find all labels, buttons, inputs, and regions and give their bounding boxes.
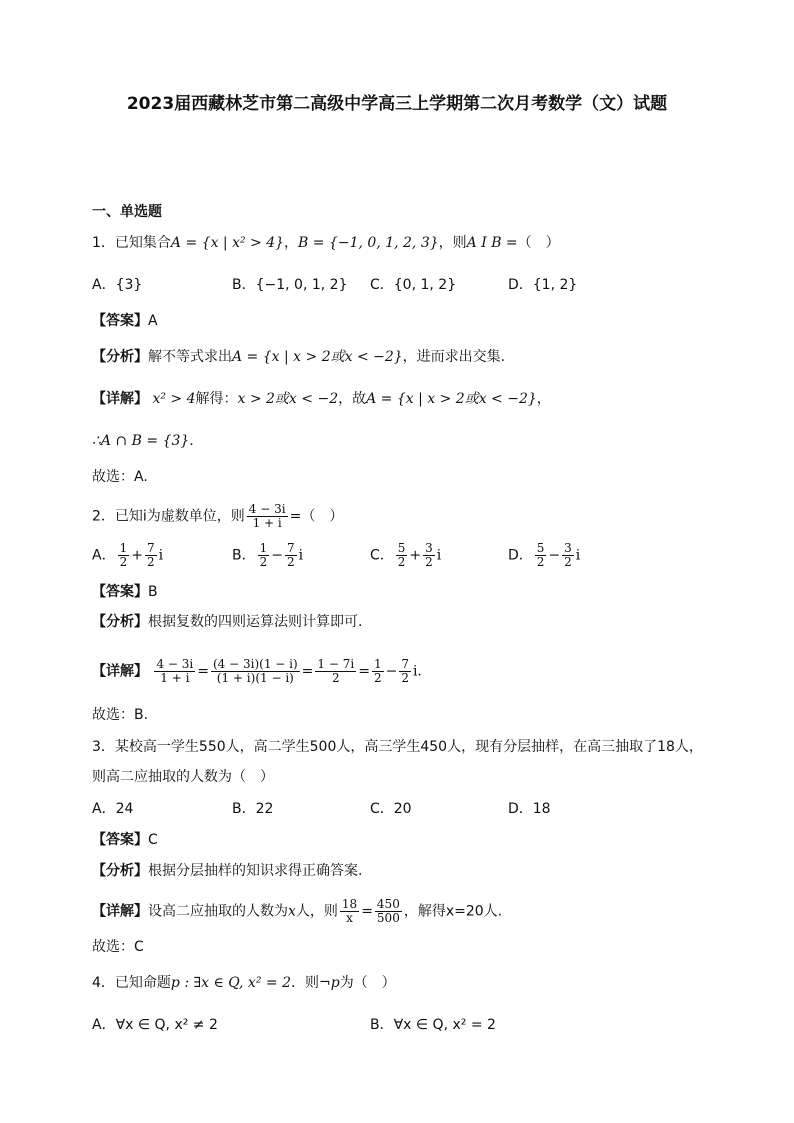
- q1-expr: A I B =: [466, 235, 518, 251]
- q2-option-c[interactable]: [370, 542, 441, 569]
- q3-option-c[interactable]: C．20: [370, 801, 412, 817]
- q3-detail-mid: 人，则: [295, 903, 338, 920]
- q1-analysis-pre: 解不等式求出: [148, 349, 232, 365]
- q2-choose: 故选：B.: [92, 707, 149, 723]
- analysis-tag: 【分析】: [92, 614, 148, 630]
- section-heading: 一、单选题: [92, 204, 162, 220]
- imag-unit: i: [158, 547, 164, 564]
- op: +: [409, 547, 422, 564]
- q1-option-a[interactable]: A．{3}: [92, 277, 143, 293]
- frac-den: 2: [373, 671, 382, 685]
- q1-set-b: B = {−1, 0, 1, 2, 3}: [298, 235, 439, 251]
- q2-stem-text: 2．已知i为虚数单位，则: [92, 508, 245, 525]
- frac: [562, 542, 574, 569]
- q1-sep: ，: [284, 235, 299, 251]
- q4-stem: [92, 973, 396, 993]
- frac: [423, 542, 435, 569]
- frac-num: 3: [425, 541, 433, 555]
- frac: [285, 542, 297, 569]
- q1-analysis: [92, 347, 505, 367]
- frac-den: 2: [119, 555, 128, 569]
- frac-den: 2: [564, 555, 572, 569]
- analysis-tag: 【分析】: [92, 349, 148, 365]
- frac-den: 1 + i: [160, 671, 190, 685]
- frac: [396, 542, 408, 569]
- frac-num: 7: [401, 657, 409, 671]
- q1-detail-3: x > 2或x < −2: [237, 391, 339, 407]
- q3-detail: 【详解】设高二应抽取的人数为x人，则 $\frac{18}{x}$ = $\frac{450}{500}$ ，解得x=20人.: [92, 897, 503, 925]
- detail-tag: 【详解】: [92, 663, 148, 680]
- frac-num: 1: [259, 541, 268, 555]
- option-label: C．: [370, 547, 394, 564]
- q2-stem-fraction: [247, 503, 288, 530]
- frac-den: 2: [259, 555, 268, 569]
- q4-stem-mid: ．则: [290, 975, 319, 991]
- q3-detail-x: x: [288, 903, 296, 920]
- frac-num: 1: [119, 541, 128, 555]
- frac-num: (4 − 3i)(1 − i): [212, 657, 298, 671]
- q3-answer-value: C: [148, 832, 158, 848]
- answer-tag: 【答案】: [92, 584, 148, 600]
- frac-num: 3: [564, 541, 572, 555]
- q3-analysis: [92, 861, 362, 881]
- imag-unit: i.: [412, 663, 422, 680]
- frac-num: 18: [341, 897, 358, 911]
- option-label: A．: [92, 547, 116, 564]
- frac: [399, 658, 411, 685]
- q1-stem-post: （ ）: [517, 235, 560, 251]
- op: +: [131, 547, 143, 564]
- q1-option-d[interactable]: D．{1, 2}: [508, 277, 578, 293]
- q4-stem-neg: ¬p: [318, 975, 340, 991]
- q3-stem-line1: 3．某校高一学生550人，高二学生500人，高三学生450人，现有分层抽样，在高三抽取了18人，: [92, 739, 703, 755]
- q3-option-d[interactable]: D．18: [508, 801, 551, 817]
- q2-answer: [92, 582, 158, 602]
- frac-num: 5: [536, 541, 545, 555]
- frac: [211, 658, 300, 685]
- analysis-tag: 【分析】: [92, 863, 148, 879]
- q1-stem: [92, 233, 560, 253]
- q3-option-b[interactable]: B．22: [232, 801, 274, 817]
- q1-answer-value: A: [148, 313, 158, 329]
- q1-answer: [92, 311, 158, 331]
- q3-detail-post: ，解得x=20人.: [403, 903, 503, 920]
- q3-answer: [92, 830, 158, 850]
- q2-option-b[interactable]: [232, 542, 303, 569]
- q4-stem-text: 4．已知命题: [92, 975, 171, 991]
- frac-den: 2: [146, 555, 155, 569]
- imag-unit: i: [575, 547, 581, 564]
- frac-den: 2: [401, 671, 409, 685]
- q1-choose: 故选：A.: [92, 469, 148, 485]
- q3-stem-line2: 则高二应抽取的人数为（ ）: [92, 769, 274, 785]
- frac-den: 2: [286, 555, 295, 569]
- frac: [315, 658, 356, 685]
- q1-detail-6: ，: [536, 391, 551, 407]
- frac-num: 7: [286, 541, 295, 555]
- detail-tag: 【详解】: [92, 391, 148, 407]
- q2-analysis: [92, 612, 362, 632]
- frac: [375, 898, 402, 925]
- q1-option-c[interactable]: C．{0, 1, 2}: [370, 277, 457, 293]
- q4-stem-math: p : ∃x ∈ Q, x² = 2: [170, 975, 291, 991]
- q1-detail-5: A = {x | x > 2或x < −2}: [366, 391, 537, 407]
- frac-den: x: [346, 911, 353, 925]
- q2-analysis-text: 根据复数的四则运算法则计算即可.: [148, 614, 363, 630]
- frac-den: 2: [331, 671, 340, 685]
- q3-detail-pre: 设高二应抽取的人数为: [148, 903, 288, 920]
- q4-stem-post: 为（ ）: [339, 975, 396, 991]
- q1-analysis-post: ，进而求出交集.: [402, 349, 506, 365]
- op: −: [271, 547, 283, 564]
- frac: [340, 898, 359, 925]
- q1-stem-text: 1．已知集合: [92, 235, 171, 251]
- frac-den: 2: [397, 555, 406, 569]
- q2-option-d[interactable]: [508, 542, 580, 569]
- frac: [145, 542, 157, 569]
- frac: [258, 542, 270, 569]
- q3-analysis-text: 根据分层抽样的知识求得正确答案.: [148, 863, 363, 879]
- q2-stem: [92, 503, 343, 530]
- q2-answer-value: B: [148, 584, 158, 600]
- imag-unit: i: [436, 547, 442, 564]
- frac-den: 500: [376, 911, 400, 925]
- q1-analysis-math: A = {x | x > 2或x < −2}: [232, 349, 403, 365]
- option-label: D．: [508, 547, 533, 564]
- q3-option-a[interactable]: A．24: [92, 801, 134, 817]
- q2-stem-post: =（ ）: [289, 508, 344, 525]
- frac: [535, 542, 547, 569]
- q1-stem-mid: ，则: [438, 235, 467, 251]
- frac-den: (1 + i)(1 − i): [216, 671, 294, 685]
- q1-detail-4: ，故: [338, 391, 367, 407]
- op: −: [548, 547, 561, 564]
- frac-num: 1 − 7i: [317, 657, 355, 671]
- frac-num: 450: [376, 897, 400, 911]
- frac: [372, 658, 384, 685]
- q4-option-b[interactable]: B．∀x ∈ Q, x² = 2: [370, 1017, 496, 1033]
- frac-num: 1: [373, 657, 382, 671]
- frac-num: 4 − 3i: [156, 657, 194, 671]
- q1-conclusion: ∴A ∩ B = {3}.: [92, 433, 194, 449]
- q2-detail: 【详解】 $\frac{4 - 3i}{1 + i}$ = $\frac{(4 - 3i)(1 - i)}{(1 + i)(1 - i)}$ = $\frac{1 - 7i}{2}$ = $\frac{1}{2}$ − $\frac{7}{2}$ i.: [92, 657, 422, 685]
- q1-detail-2: 解得：: [195, 391, 238, 407]
- detail-tag: 【详解】: [92, 903, 148, 920]
- q1-detail: [92, 389, 551, 409]
- imag-unit: i: [298, 547, 304, 564]
- q1-option-b[interactable]: B．{−1, 0, 1, 2}: [232, 277, 348, 293]
- q2-option-a[interactable]: [92, 542, 163, 569]
- q1-set-a: A = {x | x² > 4}: [170, 235, 285, 251]
- q4-option-a[interactable]: A．∀x ∈ Q, x² ≠ 2: [92, 1017, 218, 1033]
- frac-num: 4 − 3i: [248, 502, 286, 516]
- answer-tag: 【答案】: [92, 313, 148, 329]
- frac: [154, 658, 195, 685]
- page-title: 2023届西藏林芝市第二高级中学高三上学期第二次月考数学（文）试题: [126, 94, 668, 114]
- frac-den: 2: [536, 555, 545, 569]
- frac-num: 5: [397, 541, 406, 555]
- frac-den: 2: [425, 555, 433, 569]
- answer-tag: 【答案】: [92, 832, 148, 848]
- q1-detail-1: x² > 4: [152, 391, 196, 407]
- frac-num: 7: [146, 541, 155, 555]
- frac-den: 1 + i: [252, 516, 282, 530]
- q3-choose: 故选：C: [92, 939, 144, 955]
- option-label: B．: [232, 547, 256, 564]
- frac: [118, 542, 130, 569]
